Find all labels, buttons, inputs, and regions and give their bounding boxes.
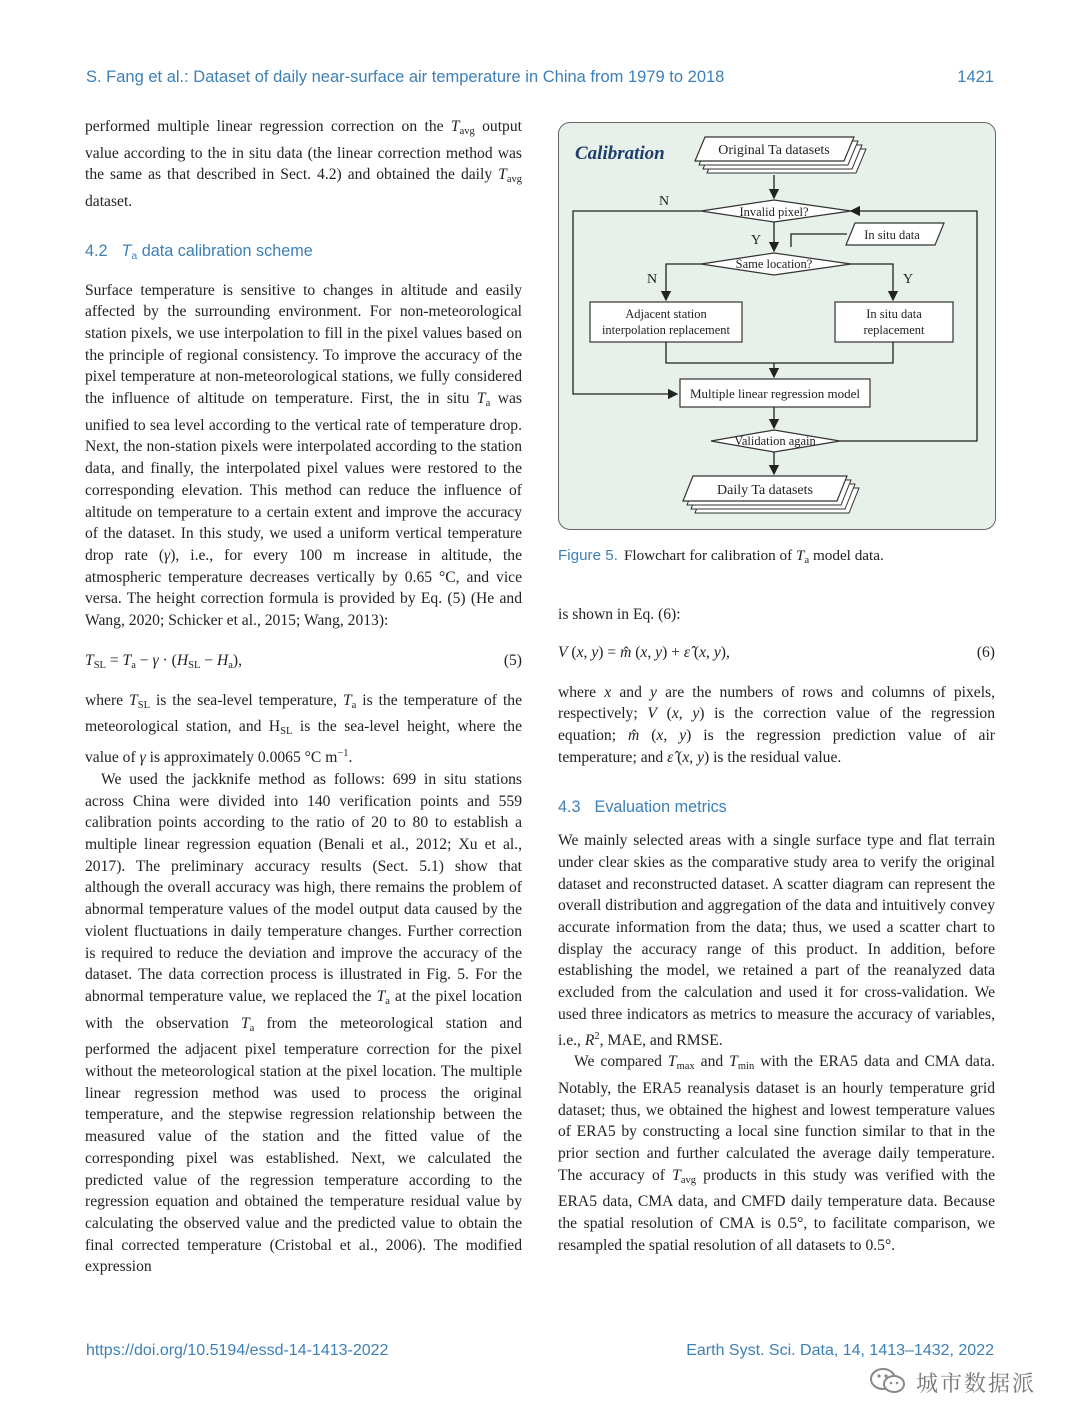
paragraph-altitude-correction: Surface temperature is sensitive to changes in altitude and easily affected by the surrounding environment. For non-meteorological station pixels, we use interpolation to fill in the pixel values based on the principle of regional consistency. To improve the accuracy of the pixel temperature at non-meteorological stations, we fully considered the influence of altitude on temperature. First, the in situ $T_a$ was unified to sea level according to the vertical rate of temperature drop. Next, the non-station pixels were interpolated according to the station data, and finally, the interpolated pixel values were restored to the corresponding elevation. This method can reduce the influence of altitude on temperature to a certain extent and improve the accuracy of the dataset. In this study, we used a uniform vertical temperature drop rate (γ), i.e., for every 100 m increase in altitude, the atmospheric temperature decreases vertically by 0.65 °C, and vice versa. The height correction formula is provided by Eq. (5) (He and Wang, 2020; Schicker et al., 2015; Wang, 2013): [85, 281, 522, 630]
arrow-replacement-to-merge [774, 342, 893, 363]
section-heading-4-3: 4.3 Evaluation metrics [558, 797, 727, 816]
watermark [868, 1364, 1068, 1398]
paragraph-eq6-definitions: where x and y are the numbers of rows and columns of pixels, respectively; V (x, y) is the correction value of the regression equation; m̂ (x, y) is the regression prediction value of air temperature; and ε̂ (x, y) is the residual value. [558, 683, 995, 766]
in-situ-data-label: In situ data [864, 228, 920, 242]
edge-label-n-invalid: N [659, 194, 670, 209]
arrow-insitu-merge [791, 234, 847, 247]
paragraph-eq5-definitions: where $T_{SL}$ is the sea-level temperature, $T_a$ is the temperature of the meteorological station, and $H_{SL}$ is the sea-level height, where the value of γ is approximately 0.0065 °C $m^{-1}$. [85, 691, 522, 767]
wechat-icon [868, 1366, 908, 1402]
edge-label-y-invalid: Y [751, 233, 762, 248]
paragraph-continuation: performed multiple linear regression correction on the $T_{avg}$ output value according to the in situ data (the linear correction method was the same as that described in Sect. 4.2) and obtained the daily $T_{avg}$ dataset. [85, 118, 522, 211]
paragraph-evaluation: We mainly selected areas with a single surface type and flat terrain under clear skies as the comparative study area to verify the original dataset and reconstructed dataset. A scatter diagram can represent the overall distribution and aggregation of the data and intuitively convey accurate information from the data; thus, we used a scatter chart to display the accuracy range of this product. In addition, before establishing the model, we retained a part of the reanalyzed data excluded from the calculation and used it for cross-validation. We used three indicators as metrics to measure the accuracy of variables, i.e., $R^2$, MAE, and RMSE. [558, 832, 995, 1049]
watermark-text: 城市数据派 [916, 1372, 1037, 1397]
adjacent-station-node [590, 302, 742, 342]
running-header [86, 68, 994, 90]
equation-5: $T_{SL} = T_a - \gamma \cdot (H_{SL} - H_a)$, (5) [85, 651, 522, 671]
section-heading-4-2: 4.2 $T_a$ data calibration scheme [85, 241, 313, 262]
daily-datasets-node [683, 476, 859, 513]
arrow-same-yes [851, 264, 893, 300]
daily-datasets-label: Daily Ta datasets [717, 483, 813, 498]
in-situ-replacement-line1: In situ data [866, 307, 922, 321]
original-datasets-node [695, 137, 866, 173]
in-situ-replacement-node [835, 302, 953, 342]
page-footer [86, 1342, 994, 1364]
arrow-same-no [666, 264, 701, 300]
same-location-decision [701, 253, 851, 275]
invalid-pixel-decision [701, 200, 851, 222]
left-column [85, 116, 522, 1278]
doi-link[interactable]: https://doi.org/10.5194/essd-14-1413-2022 [86, 1342, 389, 1359]
journal-citation: Earth Syst. Sci. Data, 14, 1413–1432, 2022 [686, 1342, 994, 1359]
adjacent-station-line1: Adjacent station [625, 307, 707, 321]
figure-5-flowchart [558, 122, 996, 530]
validation-label: Validation again [734, 434, 816, 448]
mlr-model-node [680, 379, 870, 407]
edge-label-n-same: N [647, 272, 658, 287]
in-situ-data-input [846, 223, 944, 245]
equation-number: (6) [976, 643, 995, 661]
equation-6: V (x, y) = m̂ (x, y) + ε̂ (x, y), (6) [558, 642, 995, 664]
validation-decision [711, 430, 840, 452]
paragraph-eq6-intro: is shown in Eq. (6): [558, 606, 681, 623]
edge-label-y-same: Y [903, 272, 914, 287]
arrow-adjacent-to-merge [666, 342, 774, 363]
equation-number: (5) [503, 651, 522, 669]
invalid-pixel-label: Invalid pixel? [739, 205, 809, 219]
in-situ-replacement-line2: replacement [863, 323, 925, 337]
figure-caption: Figure 5. Flowchart for calibration of $T_a$ model data. [558, 547, 884, 566]
original-datasets-label: Original Ta datasets [718, 143, 830, 158]
paragraph-comparison: We compared $T_{max}$ and $T_{min}$ with the ERA5 data and CMA data. Notably, the ERA5 reanalysis dataset is an hourly temperature grid dataset; thus, we obtained the highest and lowest temperature values of ERA5 by constructing a local sine function similar to that in the prior section and further calculated the average daily temperature. The accuracy of $T_{avg}$ products in this study was verified with the ERA5 data, CMA data, and CMFD daily temperature data. Because the spatial resolution of CMA is 0.5°, to facilitate comparison, we resampled the spatial resolution of all datasets to 0.5°. [558, 1053, 996, 1254]
adjacent-station-line2: interpolation replacement [601, 323, 731, 337]
same-location-label: Same location? [735, 257, 813, 271]
flowchart-title: Calibration [575, 143, 665, 164]
page-number: 1421 [957, 68, 994, 86]
paragraph-jackknife: We used the jackknife method as follows: 699 in situ stations across China were divided into 140 verification points and 559 calibration points according to the ratio of 20 to 80 to establish a multiple linear regression equation (Benali et al., 2012; Xu et al., 2017). The preliminary accuracy results (Sect. 5.1) show that although the overall accuracy was high, there remains the problem of abnormal temperature values of the model output data caused by the violent fluctuations in daily temperature changes. Further correction is required to reduce the deviation and improve the accuracy of the dataset. The data correction process is illustrated in Fig. 5. For the abnormal temperature value, we replaced the $T_a$ at the pixel location with the observation $T_a$ from the meteorological station and performed the adjacent pixel temperature correction for the pixel without the meteorological station at the pixel location. The multiple linear regression method was used to process the original temperature, and the stepwise regression relationship between the measured value of the station and the fitted value of the corresponding pixel was established. Next, we calculated the predicted value of the regression temperature according to the regression equation and obtained the temperature residual value by calculating the observed value and the predicted value to obtain the final corrected temperature (Cristobal et al., 2006). The modified expression [85, 770, 522, 1276]
right-column [558, 604, 995, 1257]
running-title: S. Fang et al.: Dataset of daily near-surface air temperature in China from 1979 to 2018 [86, 68, 725, 86]
mlr-model-label: Multiple linear regression model [689, 386, 861, 401]
